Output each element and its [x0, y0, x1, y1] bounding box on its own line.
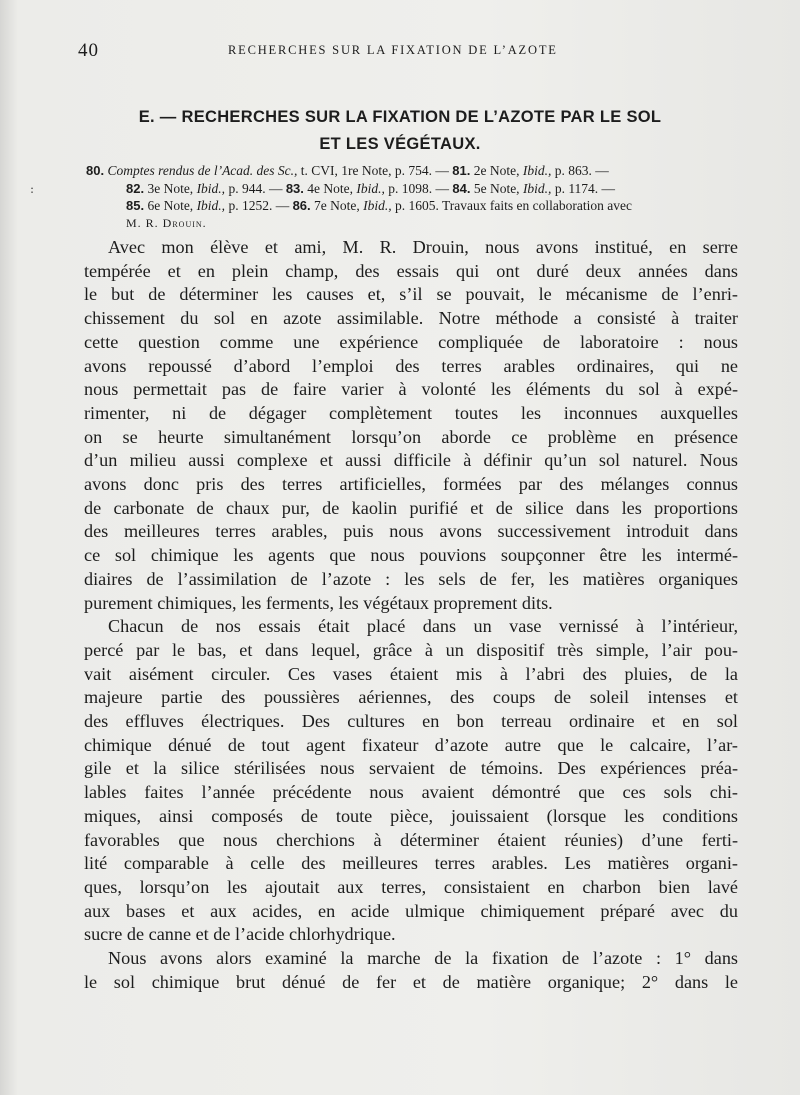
running-title: RECHERCHES SUR LA FIXATION DE L’AZOTE [228, 43, 558, 57]
ref-number: 80. [86, 163, 105, 178]
text-line: des effluves électriques. Des cultures en bon terreau ordinaire et en sol [84, 711, 738, 732]
text-line: nous permettait pas de faire varier à volonté les éléments du sol à expé- [84, 379, 738, 400]
reference-line: 85. 6e Note, Ibid., p. 1252. — 86. 7e Note, Ibid., p. 1605. Travaux faits en collaboration avec [126, 198, 632, 213]
text-line: percé par le bas, et dans lequel, grâce à un dispositif très simple, l’air pou- [84, 639, 738, 660]
page-number: 40 [78, 40, 99, 61]
ref-number: 81. [452, 163, 471, 178]
ref-number: 82. [126, 180, 145, 196]
reference-list [86, 162, 736, 232]
page-header [78, 40, 738, 60]
text-line: diaires de l’assimilation de l’azote : les sels de fer, les matières organiques [84, 568, 738, 589]
text-line: on se heurte simultanément lorsqu’on aborde ce problème en présence [84, 426, 738, 447]
text-line: vait aisément circuler. Ces vases étaient mis à l’abri des pluies, de la [84, 663, 738, 684]
section-title-line: E. — RECHERCHES SUR LA FIXATION DE L’AZOTE PAR LE SOL [138, 108, 662, 126]
text-line: miques, ainsi composés de toute pièce, jouissaient (lorsque les conditions [84, 805, 738, 826]
section-title-line: ET LES VÉGÉTAUX. [319, 135, 481, 153]
reference-line: M. R. Drouin. [126, 215, 207, 230]
text-line: lité comparable à celle des meilleures terres arables. Les matières organi- [84, 853, 738, 874]
text-line: majeure partie des poussières aériennes, des coups de soleil intenses et [84, 687, 738, 708]
text-line: chissement du sol en azote assimilable. Notre méthode a consisté à traiter [84, 308, 738, 329]
ref-number: 86. [292, 198, 311, 213]
text-line: chimique dénué de tout agent fixateur d’azote autre que le calcaire, l’ar- [84, 734, 738, 755]
text-line: sucre de canne et de l’acide chlorhydrique. [84, 924, 396, 945]
text-line: Avec mon élève et ami, M. R. Drouin, nous avons institué, en serre [108, 237, 738, 257]
text-line: gile et la silice stérilisées nous servaient de témoins. Des expériences préa- [84, 758, 738, 779]
text-line: purement chimiques, les ferments, les végétaux proprement dits. [84, 592, 553, 613]
text-line: lables faites l’année précédente nous avaient démontré que ces sols chi- [84, 782, 738, 803]
text-line: favorables que nous cherchions à déterminer étaient réunies) d’une ferti- [84, 829, 738, 850]
text-line: cette question comme une expérience compliquée de laboratoire : nous [84, 331, 738, 352]
text-line: aux bases et aux acides, en acide ulmique chimiquement préparé avec du [84, 900, 738, 921]
text-line: le but de déterminer les causes et, s’il se pouvait, le mécanisme de l’enri- [84, 284, 738, 305]
reference-line: 80. Comptes rendus de l’Acad. des Sc., t. CVI, 1re Note, p. 754. — 81. 2e Note, Ibid., p. 863. — [86, 163, 609, 178]
reference-line: 82. 3e Note, Ibid., p. 944. — 83. 4e Note, Ibid., p. 1098. — 84. 5e Note, Ibid., p. 1174. — [126, 180, 616, 196]
text-line: des meilleures terres arables, puis nous avons successivement introduit dans [84, 521, 738, 542]
text-line: tempérée et en plein champ, des essais qui ont duré deux années dans [84, 260, 738, 281]
body-text [84, 236, 738, 995]
text-line: avons repoussé d’abord l’emploi des terres arables ordinaires, qui ne [84, 355, 738, 376]
section-title [100, 104, 700, 158]
text-line: le sol chimique brut dénué de fer et de matière organique; 2° dans le [84, 971, 738, 992]
ref-number: 84. [452, 180, 471, 196]
ref-number: 83. [285, 180, 304, 196]
text-line: rimenter, ni de dégager complètement toutes les inconnues auxquelles [84, 402, 738, 423]
ref-source: Comptes rendus de l’Acad. des Sc., [107, 163, 298, 178]
text-line: Chacun de nos essais était placé dans un vase vernissé à l’intérieur, [108, 616, 738, 637]
text-line: avons donc pris des terres artificielles, formées par des mélanges connus [84, 474, 738, 495]
text-line: de carbonate de chaux pur, de kaolin purifié et de silice dans les proportions [84, 497, 738, 518]
text-line: d’un milieu aussi complexe et aussi difficile à définir qu’un sol naturel. Nous [84, 450, 738, 471]
text-line: ce sol chimique les agents que nous pouvions soupçonner être les intermé- [84, 545, 738, 566]
text-line: Nous avons alors examiné la marche de la fixation de l’azote : 1° dans [108, 948, 738, 969]
ref-number: 85. [126, 198, 145, 213]
text-line: ques, lorsqu’on les ajoutait aux terres, consistaient en charbon bien lavé [84, 876, 738, 897]
margin-mark: : [30, 182, 35, 196]
